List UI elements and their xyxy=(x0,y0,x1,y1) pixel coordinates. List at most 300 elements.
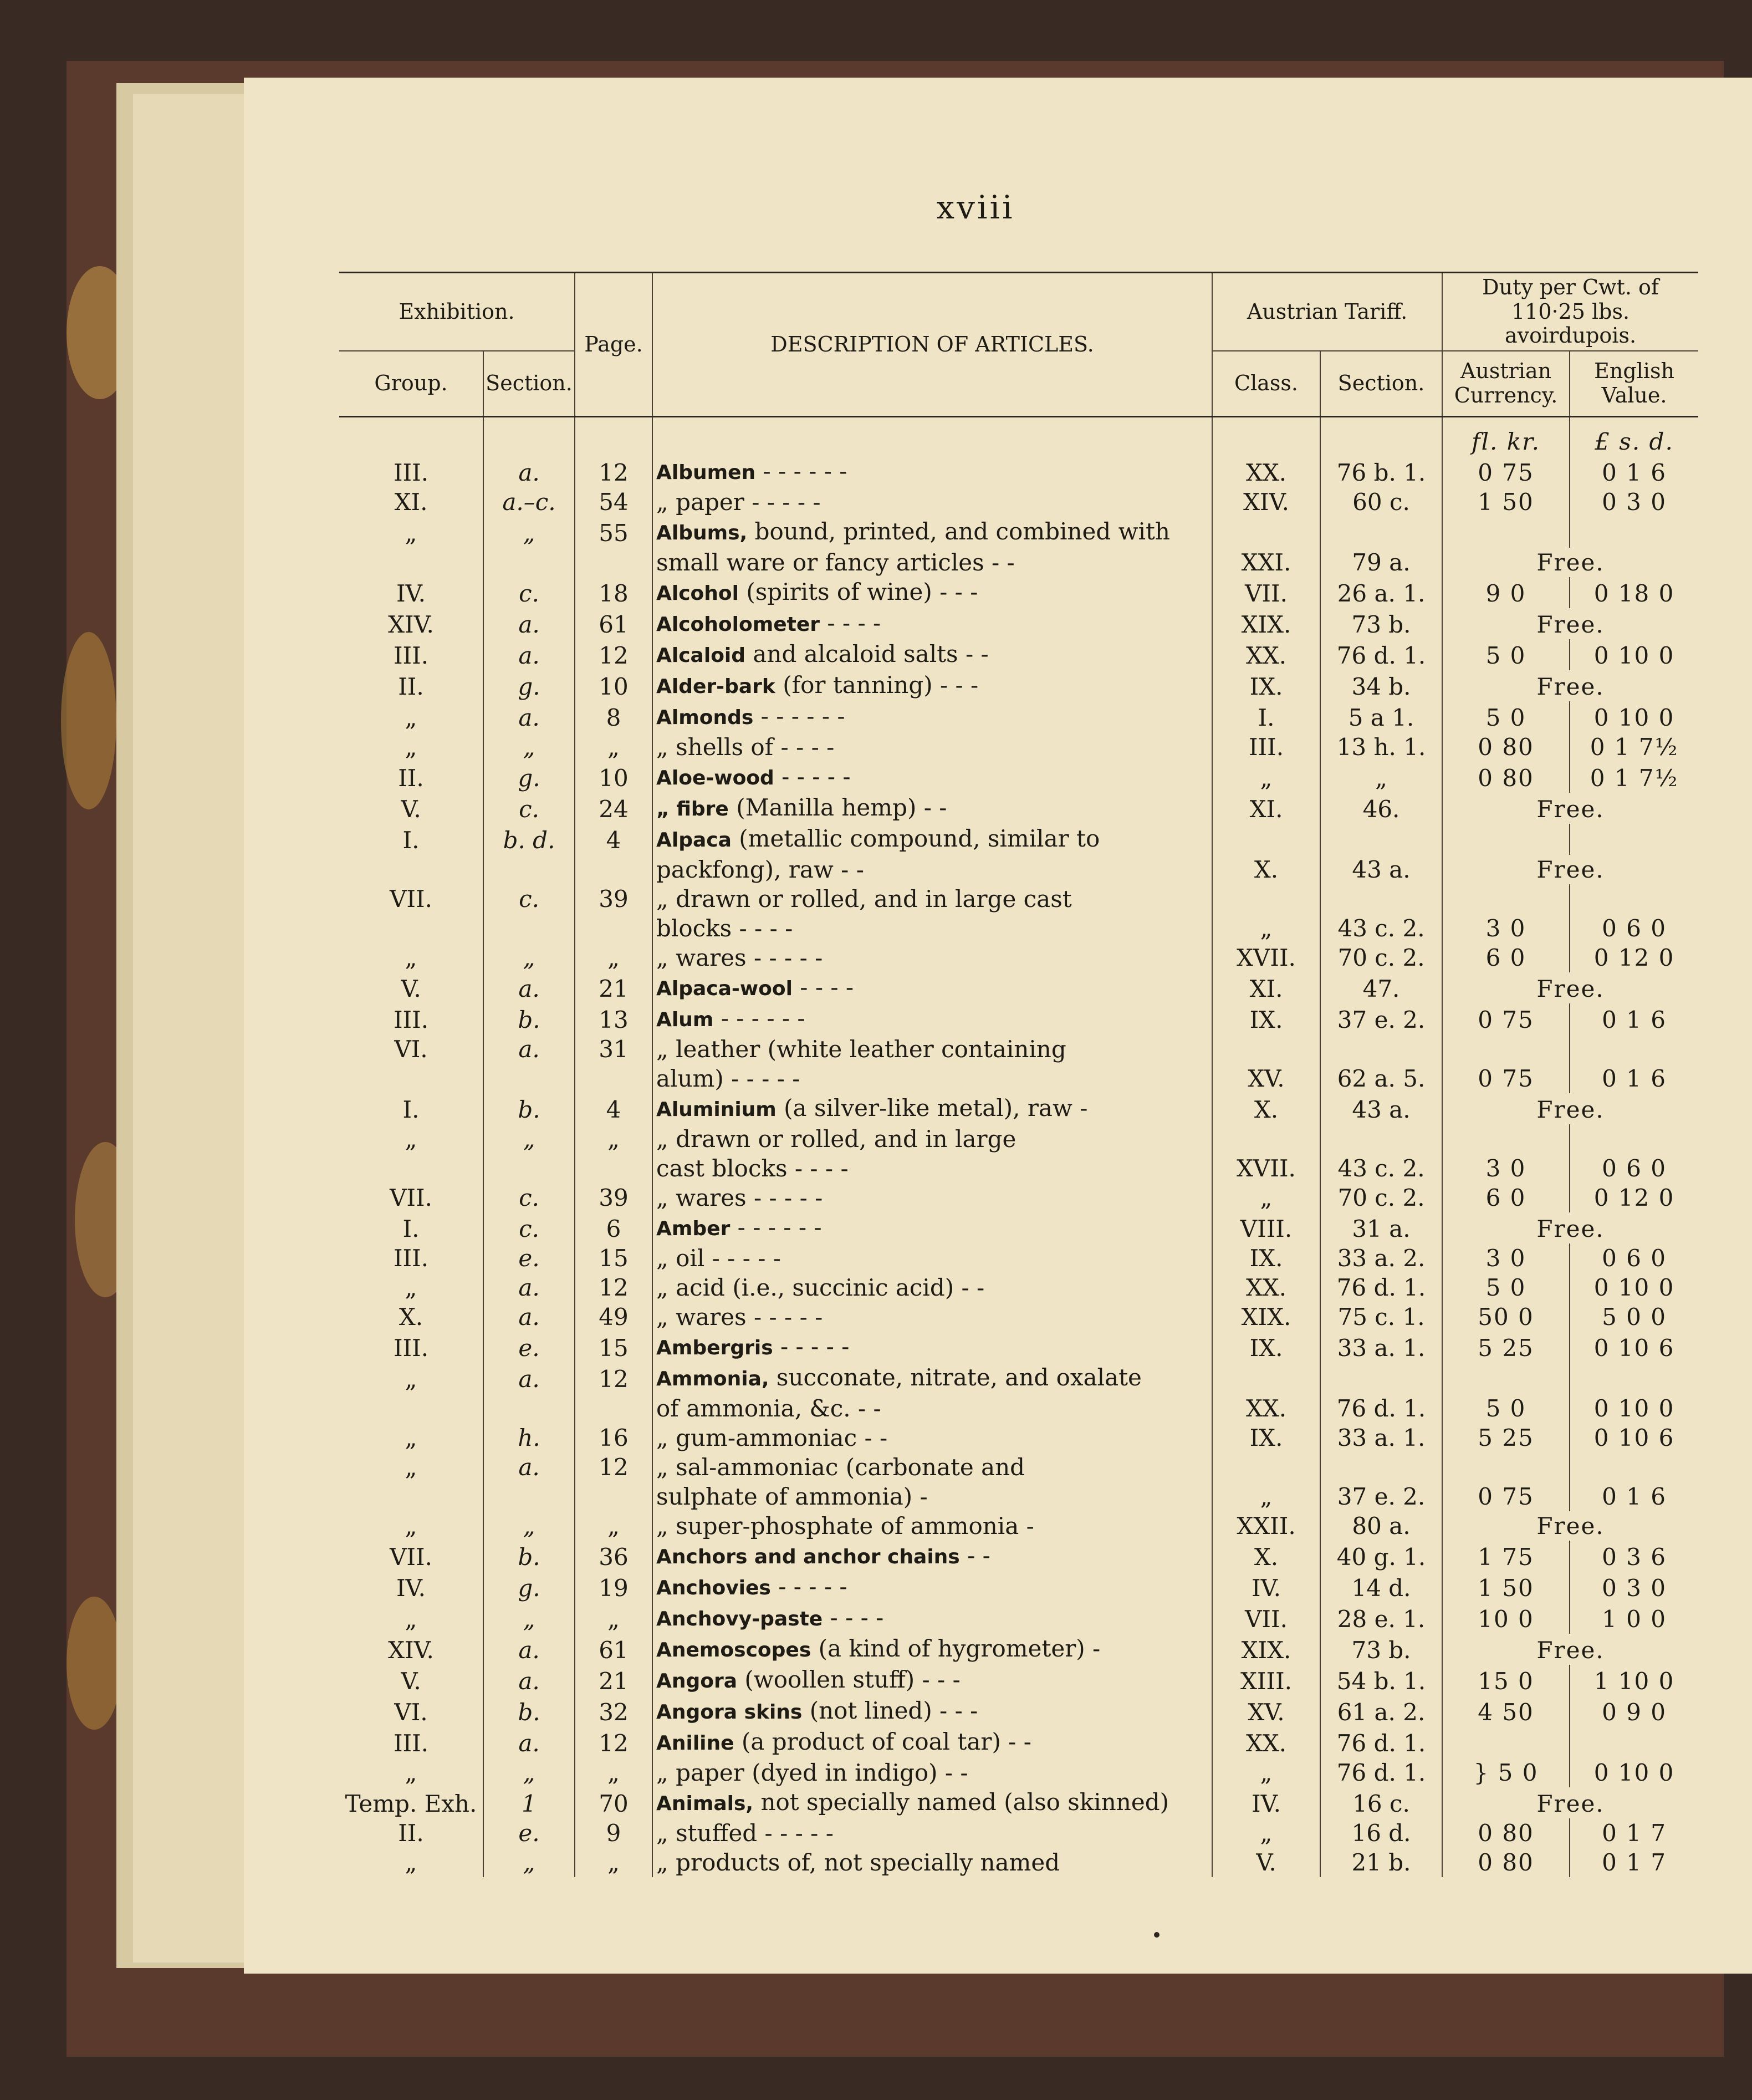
table-row xyxy=(339,1154,1698,1183)
header-austrian-tariff: Austrian Tariff. xyxy=(1212,273,1442,351)
cell-duty-free: Free. xyxy=(1442,608,1698,639)
table-row xyxy=(339,1665,1698,1696)
article-keyword: Angora xyxy=(656,1670,738,1693)
cell-section: a. xyxy=(483,1665,575,1696)
cell-tariff-section: 73 b. xyxy=(1320,608,1442,639)
table-row xyxy=(339,1093,1698,1124)
cell-tariff-section: 14 d. xyxy=(1320,1572,1442,1603)
article-keyword: Aluminium xyxy=(656,1098,777,1122)
cell-page: 70 xyxy=(575,1787,652,1818)
article-keyword: Alder-bark xyxy=(656,675,775,699)
cell-tariff-class: IV. xyxy=(1212,1572,1320,1603)
cell-section: a. xyxy=(483,1034,575,1064)
article-keyword: Alpaca-wool xyxy=(656,977,793,1001)
cell-english-duty: 0 1 7½ xyxy=(1570,732,1698,762)
cell-group: XI. xyxy=(394,488,428,516)
article-text: (a silver-like metal), raw - xyxy=(776,1094,1088,1122)
cell-tariff-class: XIX. xyxy=(1212,608,1320,639)
cell-tariff-class: I. xyxy=(1212,701,1320,732)
cell-group xyxy=(339,1394,483,1423)
table-row xyxy=(339,1482,1698,1511)
cell-section: h. xyxy=(483,1423,575,1452)
cell-tariff-section: 70 c. 2. xyxy=(1320,1183,1442,1212)
article-keyword: Anemoscopes xyxy=(656,1639,811,1662)
cell-austrian-duty: 5 0 xyxy=(1442,701,1570,732)
cell-page xyxy=(575,855,652,884)
cell-english-duty: 0 1 7 xyxy=(1570,1848,1698,1877)
cell-tariff-section: 76 d. 1. xyxy=(1320,639,1442,670)
cell-tariff-class: III. xyxy=(1212,732,1320,762)
article-keyword: Anchovy-paste xyxy=(656,1608,823,1631)
cell-austrian-duty: 5 0 xyxy=(1442,1394,1570,1423)
table-row xyxy=(339,1818,1698,1848)
cell-section: a. xyxy=(483,1727,575,1758)
cell-austrian-duty: 0 75 xyxy=(1442,456,1570,487)
cell-english-duty: 1 0 0 xyxy=(1570,1603,1698,1634)
cell-description xyxy=(652,1758,1212,1787)
cell-page: 12 xyxy=(575,1727,652,1758)
table-row xyxy=(339,548,1698,577)
cell-austrian-duty: 0 80 xyxy=(1442,1818,1570,1848)
cell-group xyxy=(339,855,483,884)
cell-description xyxy=(652,914,1212,943)
article-text: blocks - - - - xyxy=(656,915,793,942)
cell-english-duty: 0 1 6 xyxy=(1570,1064,1698,1093)
cell-group: Temp. Exh. xyxy=(345,1790,477,1818)
cell-english-duty: 0 3 6 xyxy=(1570,1541,1698,1572)
table-row xyxy=(339,1183,1698,1212)
cell-english-duty: 0 10 0 xyxy=(1570,639,1698,670)
cell-english-duty: 0 18 0 xyxy=(1570,577,1698,608)
cell-austrian-duty: 3 0 xyxy=(1442,1154,1570,1183)
cell-page xyxy=(575,1394,652,1423)
cell-english-duty xyxy=(1570,884,1698,914)
article-text: „ gum-ammoniac - - xyxy=(656,1424,888,1452)
article-text: (woollen stuff) - - - xyxy=(737,1666,961,1694)
cell-austrian-duty xyxy=(1442,1034,1570,1064)
article-keyword: Alpaca xyxy=(656,829,732,852)
cell-description xyxy=(652,1064,1212,1093)
cell-duty-free: Free. xyxy=(1442,1787,1698,1818)
cell-group: „ xyxy=(405,1424,417,1452)
cell-english-duty: 1 10 0 xyxy=(1570,1665,1698,1696)
cell-tariff-section: 61 a. 2. xyxy=(1320,1696,1442,1727)
cell-description xyxy=(652,1665,1212,1696)
cell-page: 55 xyxy=(575,517,652,548)
cell-description xyxy=(652,1124,1212,1154)
table-row xyxy=(339,1452,1698,1482)
cell-description xyxy=(652,548,1212,577)
cell-tariff-class xyxy=(1212,1452,1320,1482)
article-text: „ products of, not specially named xyxy=(656,1849,1060,1877)
cell-section xyxy=(483,1482,575,1511)
cell-group: III. xyxy=(393,642,429,670)
table-row xyxy=(339,1541,1698,1572)
header-group: Group. xyxy=(339,351,483,417)
cell-austrian-duty xyxy=(1442,1363,1570,1394)
cell-section: a. xyxy=(483,1634,575,1665)
cell-description xyxy=(652,824,1212,855)
cell-tariff-section xyxy=(1320,1363,1442,1394)
table-row xyxy=(339,762,1698,793)
cell-page: 12 xyxy=(575,1273,652,1302)
cell-english-duty xyxy=(1570,1452,1698,1482)
cell-page: 36 xyxy=(575,1541,652,1572)
article-keyword: Alcoholometer xyxy=(656,613,820,636)
article-text: „ wares - - - - - xyxy=(656,1303,823,1331)
cell-description xyxy=(652,1154,1212,1183)
cell-group: IV. xyxy=(396,1574,426,1602)
cell-duty-free: Free. xyxy=(1442,1511,1698,1541)
cell-group: VII. xyxy=(390,885,432,913)
cell-description xyxy=(652,1727,1212,1758)
cell-section: g. xyxy=(483,762,575,793)
cell-english-duty xyxy=(1570,824,1698,855)
cell-section: a. xyxy=(483,1302,575,1332)
cell-section: a. xyxy=(483,1452,575,1482)
cell-page: 49 xyxy=(575,1302,652,1332)
cell-english-duty: 0 10 0 xyxy=(1570,701,1698,732)
cell-tariff-class: XX. xyxy=(1212,1727,1320,1758)
article-text: bound, printed, and combined with xyxy=(747,518,1170,546)
cell-tariff-class xyxy=(1212,884,1320,914)
page-mark xyxy=(1154,1932,1160,1938)
cell-tariff-section: 16 c. xyxy=(1320,1787,1442,1818)
cell-page: 10 xyxy=(575,670,652,701)
cell-section xyxy=(483,914,575,943)
article-keyword: Amber xyxy=(656,1217,731,1241)
cell-tariff-class: XI. xyxy=(1212,972,1320,1003)
cell-page: 4 xyxy=(575,824,652,855)
article-text: „ drawn or rolled, and in large xyxy=(656,1125,1017,1153)
cell-description xyxy=(652,762,1212,793)
cell-tariff-class: „ xyxy=(1212,1758,1320,1787)
header-description: DESCRIPTION OF ARTICLES. xyxy=(652,273,1212,417)
cell-section: a. xyxy=(483,608,575,639)
header-exhibition: Exhibition. xyxy=(399,299,515,324)
article-text: (not lined) - - - xyxy=(802,1697,978,1725)
cell-tariff-section: 75 c. 1. xyxy=(1320,1302,1442,1332)
cell-tariff-section: 43 a. xyxy=(1320,1093,1442,1124)
cell-group: „ xyxy=(405,704,417,732)
cell-section xyxy=(483,548,575,577)
cell-tariff-section: 21 b. xyxy=(1320,1848,1442,1877)
cell-section: „ xyxy=(483,517,575,548)
article-keyword: Aloe-wood xyxy=(656,767,774,790)
cell-tariff-section xyxy=(1320,884,1442,914)
article-text: (a product of coal tar) - - xyxy=(734,1728,1031,1756)
table-row xyxy=(339,1302,1698,1332)
article-keyword: Aniline xyxy=(656,1732,734,1755)
cell-section: „ xyxy=(483,1848,575,1877)
cell-section: g. xyxy=(483,670,575,701)
article-text: „ sal-ammoniac (carbonate and xyxy=(656,1454,1025,1481)
cell-tariff-section: 62 a. 5. xyxy=(1320,1064,1442,1093)
cell-description xyxy=(652,1034,1212,1064)
cell-group: V. xyxy=(401,796,421,823)
cell-english-duty: 0 10 0 xyxy=(1570,1273,1698,1302)
cell-tariff-class: XX. xyxy=(1212,1394,1320,1423)
cell-description xyxy=(652,1394,1212,1423)
cell-section: e. xyxy=(483,1243,575,1273)
cell-description xyxy=(652,1093,1212,1124)
cell-page: „ xyxy=(575,1511,652,1541)
article-text: - - - - xyxy=(823,1604,884,1632)
cell-description xyxy=(652,1634,1212,1665)
cell-tariff-section: 37 e. 2. xyxy=(1320,1003,1442,1034)
article-text: „ super-phosphate of ammonia - xyxy=(656,1512,1034,1540)
cell-tariff-class: XXI. xyxy=(1212,548,1320,577)
cell-tariff-class: X. xyxy=(1212,1093,1320,1124)
table-row xyxy=(339,1848,1698,1877)
table-row xyxy=(339,577,1698,608)
cell-page xyxy=(575,1064,652,1093)
cell-english-duty xyxy=(1570,1363,1698,1394)
cell-description xyxy=(652,1243,1212,1273)
cell-group: V. xyxy=(401,975,421,1003)
cell-tariff-section: 33 a. 1. xyxy=(1320,1332,1442,1363)
cell-tariff-class: XX. xyxy=(1212,639,1320,670)
table-row xyxy=(339,487,1698,517)
article-keyword: Alum xyxy=(656,1008,714,1032)
table-row xyxy=(339,1603,1698,1634)
cell-austrian-duty xyxy=(1442,1124,1570,1154)
article-keyword: Albums, xyxy=(656,522,748,545)
cell-austrian-duty: 5 25 xyxy=(1442,1332,1570,1363)
cell-tariff-class: „ xyxy=(1212,1183,1320,1212)
cell-section xyxy=(483,1064,575,1093)
cell-description xyxy=(652,793,1212,824)
cell-english-duty: 0 9 0 xyxy=(1570,1696,1698,1727)
cell-page: „ xyxy=(575,1758,652,1787)
cell-description xyxy=(652,1363,1212,1394)
cell-description xyxy=(652,732,1212,762)
cell-tariff-section: 16 d. xyxy=(1320,1818,1442,1848)
article-keyword: Angora skins xyxy=(656,1701,803,1724)
cell-page: 32 xyxy=(575,1696,652,1727)
cell-page: 12 xyxy=(575,639,652,670)
cell-austrian-duty: 6 0 xyxy=(1442,1183,1570,1212)
cell-group: III. xyxy=(393,459,429,487)
table-row xyxy=(339,517,1698,548)
table-row xyxy=(339,824,1698,855)
cell-group xyxy=(339,1482,483,1511)
article-keyword: Alcohol xyxy=(656,582,739,605)
cell-austrian-duty: 0 75 xyxy=(1442,1064,1570,1093)
cell-description xyxy=(652,639,1212,670)
cell-description xyxy=(652,972,1212,1003)
cell-section: b. xyxy=(483,1003,575,1034)
cell-tariff-class: „ xyxy=(1212,1482,1320,1511)
cell-description xyxy=(652,884,1212,914)
cell-page: 24 xyxy=(575,793,652,824)
cell-tariff-class: VII. xyxy=(1212,577,1320,608)
cell-section: b. xyxy=(483,1541,575,1572)
cell-tariff-section: 76 d. 1. xyxy=(1320,1727,1442,1758)
page-folio: xviii xyxy=(936,188,1015,226)
cell-section: a. xyxy=(483,456,575,487)
article-keyword: Anchovies xyxy=(656,1577,771,1600)
cell-page: 21 xyxy=(575,972,652,1003)
cell-page: „ xyxy=(575,1603,652,1634)
table-row xyxy=(339,1572,1698,1603)
cell-austrian-duty xyxy=(1442,1452,1570,1482)
cell-group: III. xyxy=(393,1730,429,1757)
article-text: „ paper (dyed in indigo) - - xyxy=(656,1759,968,1787)
cell-description xyxy=(652,1541,1212,1572)
cell-tariff-class: IX. xyxy=(1212,1423,1320,1452)
cell-english-duty: 0 10 0 xyxy=(1570,1758,1698,1787)
cell-tariff-class: XX. xyxy=(1212,1273,1320,1302)
cell-group: III. xyxy=(393,1245,429,1272)
cell-group: III. xyxy=(393,1334,429,1362)
cell-austrian-duty: 6 0 xyxy=(1442,943,1570,972)
cell-group: XIV. xyxy=(388,611,434,639)
table-row xyxy=(339,670,1698,701)
article-text: (Manilla hemp) - - xyxy=(728,794,947,822)
cell-english-duty: 0 6 0 xyxy=(1570,1154,1698,1183)
cell-english-duty: 0 10 0 xyxy=(1570,1394,1698,1423)
cell-english-duty xyxy=(1570,1124,1698,1154)
cell-austrian-duty: 0 80 xyxy=(1442,732,1570,762)
cell-page: 12 xyxy=(575,1363,652,1394)
cell-tariff-class xyxy=(1212,1363,1320,1394)
table-row xyxy=(339,608,1698,639)
cell-group: „ xyxy=(405,1365,417,1393)
cell-section: g. xyxy=(483,1572,575,1603)
article-text: (metallic compound, similar to xyxy=(731,825,1100,853)
cell-description xyxy=(652,1273,1212,1302)
cell-page: 15 xyxy=(575,1243,652,1273)
cell-section: „ xyxy=(483,1603,575,1634)
cell-tariff-class xyxy=(1212,1124,1320,1154)
table-body xyxy=(339,417,1698,1878)
cell-duty-free: Free. xyxy=(1442,972,1698,1003)
cell-section: b. xyxy=(483,1093,575,1124)
article-text: - - xyxy=(959,1542,990,1569)
article-text: „ leather (white leather containing xyxy=(656,1036,1066,1063)
cell-group: V. xyxy=(401,1668,421,1695)
cell-section: „ xyxy=(483,732,575,762)
cell-page xyxy=(575,548,652,577)
cell-group: VII. xyxy=(390,1543,432,1571)
book-page xyxy=(244,78,1707,1974)
cell-tariff-section: 26 a. 1. xyxy=(1320,577,1442,608)
cell-description xyxy=(652,943,1212,972)
cell-group: III. xyxy=(393,1006,429,1034)
cell-group: „ xyxy=(405,1605,417,1633)
table-row xyxy=(339,1363,1698,1394)
cell-tariff-section: 40 g. 1. xyxy=(1320,1541,1442,1572)
cell-tariff-section: 46. xyxy=(1320,793,1442,824)
cell-description xyxy=(652,1482,1212,1511)
header-section: Section. xyxy=(483,351,575,417)
cell-description xyxy=(652,670,1212,701)
cell-page: 18 xyxy=(575,577,652,608)
cell-section: „ xyxy=(483,1758,575,1787)
cell-tariff-section: 43 c. 2. xyxy=(1320,914,1442,943)
cell-english-duty: 0 1 7 xyxy=(1570,1818,1698,1848)
table-row xyxy=(339,914,1698,943)
article-text: „ oil - - - - - xyxy=(656,1245,781,1272)
article-text: „ stuffed - - - - - xyxy=(656,1819,834,1847)
header-english-value: English Value. xyxy=(1570,351,1698,417)
cell-section xyxy=(483,1394,575,1423)
cell-group: VII. xyxy=(390,1184,432,1212)
cell-page: „ xyxy=(575,1848,652,1877)
cell-section: „ xyxy=(483,1124,575,1154)
table-row xyxy=(339,972,1698,1003)
cell-section: c. xyxy=(483,1183,575,1212)
cell-tariff-section: 37 e. 2. xyxy=(1320,1482,1442,1511)
cell-austrian-duty: } 5 0 xyxy=(1442,1758,1570,1787)
cell-austrian-duty: 1 75 xyxy=(1442,1541,1570,1572)
cell-tariff-class: XV. xyxy=(1212,1696,1320,1727)
cell-austrian-duty: 0 75 xyxy=(1442,1482,1570,1511)
cell-austrian-duty: 0 80 xyxy=(1442,762,1570,793)
cell-tariff-class: XIV. xyxy=(1212,487,1320,517)
article-text: - - - - xyxy=(820,609,881,637)
article-keyword: Almonds xyxy=(656,706,754,730)
table-row xyxy=(339,1034,1698,1064)
cell-tariff-class: „ xyxy=(1212,914,1320,943)
cell-english-duty xyxy=(1570,1034,1698,1064)
article-text: - - - - - - xyxy=(753,702,845,730)
cell-group xyxy=(339,1064,483,1093)
cell-austrian-duty: 5 0 xyxy=(1442,639,1570,670)
cell-english-duty: 0 10 6 xyxy=(1570,1423,1698,1452)
header-page: Page. xyxy=(575,273,652,417)
cell-section: a. xyxy=(483,972,575,1003)
article-text: (a kind of hygrometer) - xyxy=(811,1635,1101,1663)
cell-austrian-duty xyxy=(1442,824,1570,855)
article-text: and alcaloid salts - - xyxy=(745,640,989,668)
units-austrian: fl. kr. xyxy=(1442,417,1570,457)
cell-section: c. xyxy=(483,577,575,608)
cell-tariff-section: 76 d. 1. xyxy=(1320,1273,1442,1302)
cell-description xyxy=(652,1452,1212,1482)
cell-section: a.–c. xyxy=(483,487,575,517)
cell-page: 12 xyxy=(575,1452,652,1482)
cell-description xyxy=(652,1302,1212,1332)
cell-section: c. xyxy=(483,1212,575,1243)
article-keyword: Albumen xyxy=(656,461,756,485)
cell-section xyxy=(483,1154,575,1183)
cell-english-duty: 0 1 6 xyxy=(1570,1003,1698,1034)
cell-tariff-class: V. xyxy=(1212,1848,1320,1877)
cell-description xyxy=(652,1332,1212,1363)
cell-description xyxy=(652,1511,1212,1541)
cell-austrian-duty: 3 0 xyxy=(1442,1243,1570,1273)
cell-austrian-duty: 0 75 xyxy=(1442,1003,1570,1034)
cell-group: II. xyxy=(398,673,424,701)
table-row xyxy=(339,1423,1698,1452)
cell-tariff-section: 34 b. xyxy=(1320,670,1442,701)
cell-page: 12 xyxy=(575,456,652,487)
cell-tariff-class: X. xyxy=(1212,1541,1320,1572)
table-row xyxy=(339,1124,1698,1154)
cell-page: 6 xyxy=(575,1212,652,1243)
cell-tariff-class: XVII. xyxy=(1212,1154,1320,1183)
cell-section xyxy=(483,855,575,884)
cell-group: VI. xyxy=(394,1699,428,1726)
cell-tariff-class: XIX. xyxy=(1212,1302,1320,1332)
cell-group: „ xyxy=(405,733,417,761)
cell-tariff-class: IX. xyxy=(1212,1003,1320,1034)
table-row xyxy=(339,1758,1698,1787)
cell-group: „ xyxy=(405,1274,417,1302)
cell-tariff-section: 47. xyxy=(1320,972,1442,1003)
